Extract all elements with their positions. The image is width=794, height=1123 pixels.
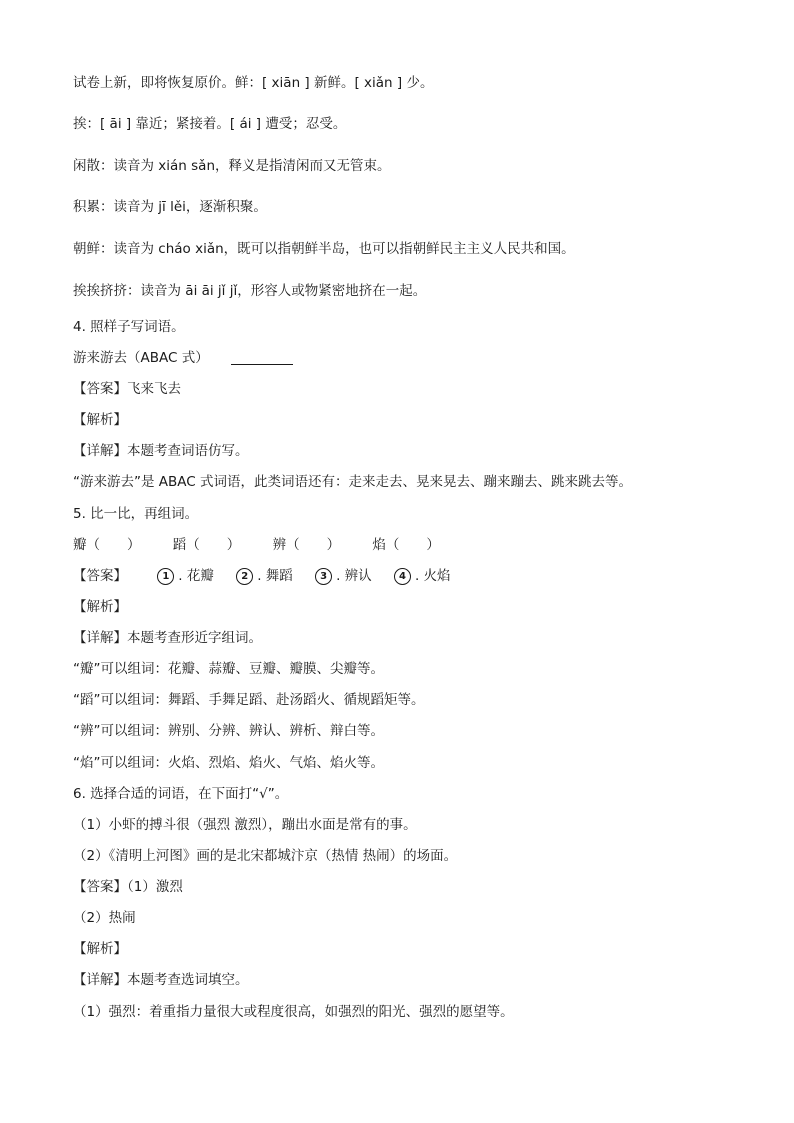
q5-line: “蹈”可以组词：舞蹈、手舞足蹈、赴汤蹈火、循规蹈矩等。 bbox=[73, 692, 425, 708]
text-line: 朝鲜：读音为 cháo xiǎn，既可以指朝鲜半岛，也可以指朝鲜民主主义人民共和国。 bbox=[73, 241, 575, 257]
q5-answer-4: 4 . 火焰 bbox=[394, 567, 451, 585]
text-line: 挨挨挤挤：读音为 āi āi jǐ jǐ，形容人或物紧密地挤在一起。 bbox=[73, 283, 427, 299]
q5-analysis: 【解析】 bbox=[73, 599, 127, 615]
answer-blank bbox=[231, 350, 293, 365]
q5-line: “焰”可以组词：火焰、烈焰、焰火、气焰、焰火等。 bbox=[73, 755, 384, 771]
q5-line: “瓣”可以组词：花瓣、蒜瓣、豆瓣、瓣膜、尖瓣等。 bbox=[73, 661, 384, 677]
q5-chars bbox=[73, 536, 440, 554]
circled-number: 3 bbox=[315, 568, 332, 585]
q5-char-1: 瓣（ ） bbox=[73, 537, 141, 553]
q4-analysis: 【解析】 bbox=[73, 412, 127, 428]
q5-line: “辨”可以组词：辨别、分辨、辨认、辨析、辩白等。 bbox=[73, 723, 384, 739]
q6-answer-1: 【答案】（1）激烈 bbox=[73, 879, 183, 895]
q4-answer: 【答案】飞来飞去 bbox=[73, 381, 181, 397]
q5-char-4: 焰（ ） bbox=[372, 537, 440, 553]
q6-explain-1: （1）强烈：着重指力量很大或程度很高，如强烈的阳光、强烈的愿望等。 bbox=[73, 1004, 514, 1020]
q5-answer-label: 【答案】 bbox=[73, 568, 127, 584]
text-line: 挨：[ āi ] 靠近；紧接着。[ ái ] 遭受；忍受。 bbox=[73, 116, 347, 132]
q5-char-3: 辨（ ） bbox=[272, 537, 341, 553]
circled-number: 4 bbox=[394, 568, 411, 585]
q4-explain: “游来游去”是 ABAC 式词语，此类词语还有：走来走去、晃来晃去、蹦来蹦去、跳来跳去等。 bbox=[73, 474, 632, 490]
q5-answer bbox=[73, 567, 451, 585]
q6-answer-2: （2）热闹 bbox=[73, 910, 136, 926]
circled-number: 2 bbox=[236, 568, 253, 585]
text-line: 试卷上新，即将恢复原价。鲜：[ xiān ] 新鲜。[ xiǎn ] 少。 bbox=[73, 75, 434, 91]
question-4: 4. 照样子写词语。 bbox=[73, 319, 185, 335]
q5-detail: 【详解】本题考查形近字组词。 bbox=[73, 630, 262, 646]
q5-answer-1: 1 . 花瓣 bbox=[157, 567, 214, 585]
q6-analysis: 【解析】 bbox=[73, 941, 127, 957]
q6-item-2: （2）《清明上河图》画的是北宋都城汴京（热情 热闹）的场面。 bbox=[73, 848, 458, 864]
q4-detail: 【详解】本题考查词语仿写。 bbox=[73, 443, 249, 459]
text-line: 闲散：读音为 xián sǎn，释义是指清闲而又无管束。 bbox=[73, 158, 391, 174]
q5-answer-2: 2 . 舞蹈 bbox=[236, 567, 293, 585]
q5-answer-3: 3 . 辨认 bbox=[315, 567, 372, 585]
q6-detail: 【详解】本题考查选词填空。 bbox=[73, 972, 249, 988]
question-6: 6. 选择合适的词语，在下面打“√”。 bbox=[73, 786, 289, 802]
q4-example-text: 游来游去（ABAC 式） bbox=[73, 350, 209, 366]
question-5: 5. 比一比，再组词。 bbox=[73, 506, 199, 522]
q5-char-2: 蹈（ ） bbox=[172, 537, 241, 553]
circled-number: 1 bbox=[157, 568, 174, 585]
text-line: 积累：读音为 jī lěi，逐渐积聚。 bbox=[73, 199, 267, 215]
q4-example bbox=[73, 349, 293, 367]
q6-item-1: （1）小虾的搏斗很（强烈 激烈），蹦出水面是常有的事。 bbox=[73, 817, 417, 833]
